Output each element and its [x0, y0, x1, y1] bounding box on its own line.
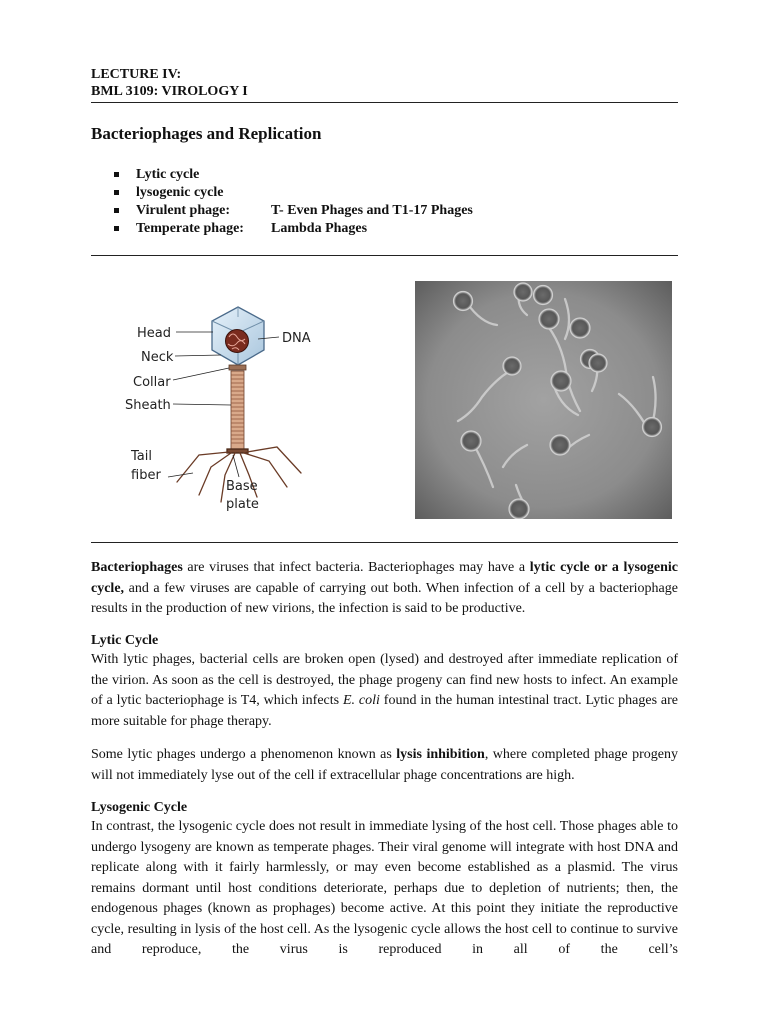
bold-term: lytic cycle or a lysogenic cycle, [91, 560, 678, 596]
phage-head-icon [212, 307, 264, 365]
list-item-label: Lytic cycle [136, 167, 200, 182]
list-item-value: T- Even Phages and T1-17 Phages [271, 203, 473, 218]
lytic-paragraph [91, 650, 678, 732]
bold-term: Bacteriophages [91, 560, 183, 575]
course-code: BML 3109: VIROLOGY I [91, 84, 248, 99]
section-title: Bacteriophages and Replication [91, 124, 322, 143]
bold-term: lysis inhibition [396, 747, 485, 762]
list-item-value: Lambda Phages [271, 221, 368, 236]
lecture-number: LECTURE IV: [91, 67, 182, 82]
label-head: Head [137, 326, 171, 341]
label-sheath: Sheath [125, 398, 171, 413]
label-plate: plate [226, 497, 259, 512]
phage-sheath-icon [231, 371, 244, 449]
label-neck: Neck [141, 350, 174, 365]
label-fiber: fiber [131, 468, 161, 483]
text-run: Some lytic phages undergo a phenomenon known as [91, 747, 397, 762]
topic-list [91, 166, 473, 238]
list-item [91, 166, 473, 184]
text-run: found in the human intestinal tract. Lytic phages are more suitable for phage therapy. [91, 693, 679, 729]
bacteriophage-diagram [121, 297, 317, 519]
list-item-label: lysogenic cycle [136, 185, 224, 200]
list-item-label: Virulent phage: [136, 203, 230, 218]
text-run: and a few viruses are capable of carrying out both. When infection of a cell by a bacteriophage results in the production of new virions, the infection is said to be productive. [91, 580, 678, 616]
lecture-header [91, 66, 248, 100]
inhibition-paragraph [91, 745, 678, 786]
bullet-square-icon [114, 208, 119, 213]
bullet-square-icon [114, 226, 119, 231]
list-item [91, 184, 473, 202]
text-run: , where completed phage progeny will not immediately lyse out of the cell if extracellular phage concentrations are high. [91, 747, 678, 783]
italic-term: E. coli [342, 693, 380, 708]
label-dna: DNA [282, 331, 311, 346]
section-divider [91, 255, 678, 256]
label-base: Base [226, 479, 258, 494]
figure-divider [91, 542, 678, 543]
lysogenic-heading: Lysogenic Cycle [91, 800, 188, 815]
list-item-label: Temperate phage: [136, 221, 244, 236]
phage-collar-icon [229, 365, 246, 370]
text-run: are viruses that infect bacteria. Bacteriophages may have a [182, 560, 530, 575]
label-tail: Tail [131, 449, 152, 464]
phage-micrograph-image [415, 281, 672, 519]
lytic-heading: Lytic Cycle [91, 633, 159, 648]
text-run: With lytic phages, bacterial cells are broken open (lysed) and destroyed after immediate replication of the virion. As soon as the cell is destroyed, the phage progeny can find new hosts to infect. An example of a lytic bacteriophage is T4, which infects [91, 652, 678, 708]
bullet-square-icon [114, 190, 119, 195]
header-divider [91, 102, 678, 103]
list-item [91, 202, 473, 220]
label-collar: Collar [133, 375, 171, 390]
intro-paragraph [91, 558, 678, 620]
list-item [91, 220, 473, 238]
lysogenic-paragraph: In contrast, the lysogenic cycle does not result in immediate lysing of the host cell. Those phages able to undergo lysogeny are known as temperate phages. Their viral genome will integrate with host DNA and replicate along with it fairly harmlessly, or may even become established as a plasmid. The virus remains dormant until host conditions deteriorate, perhaps due to depletion of nutrients; then, the endogenous phages (known as prophages) become active. At this point they initiate the reproductive cycle, resulting in lysis of the host cell. As the lysogenic cycle allows the host cell to continue to survive and reproduce, the virus is reproduced in all of the cell’s [91, 819, 678, 957]
bullet-square-icon [114, 172, 119, 177]
